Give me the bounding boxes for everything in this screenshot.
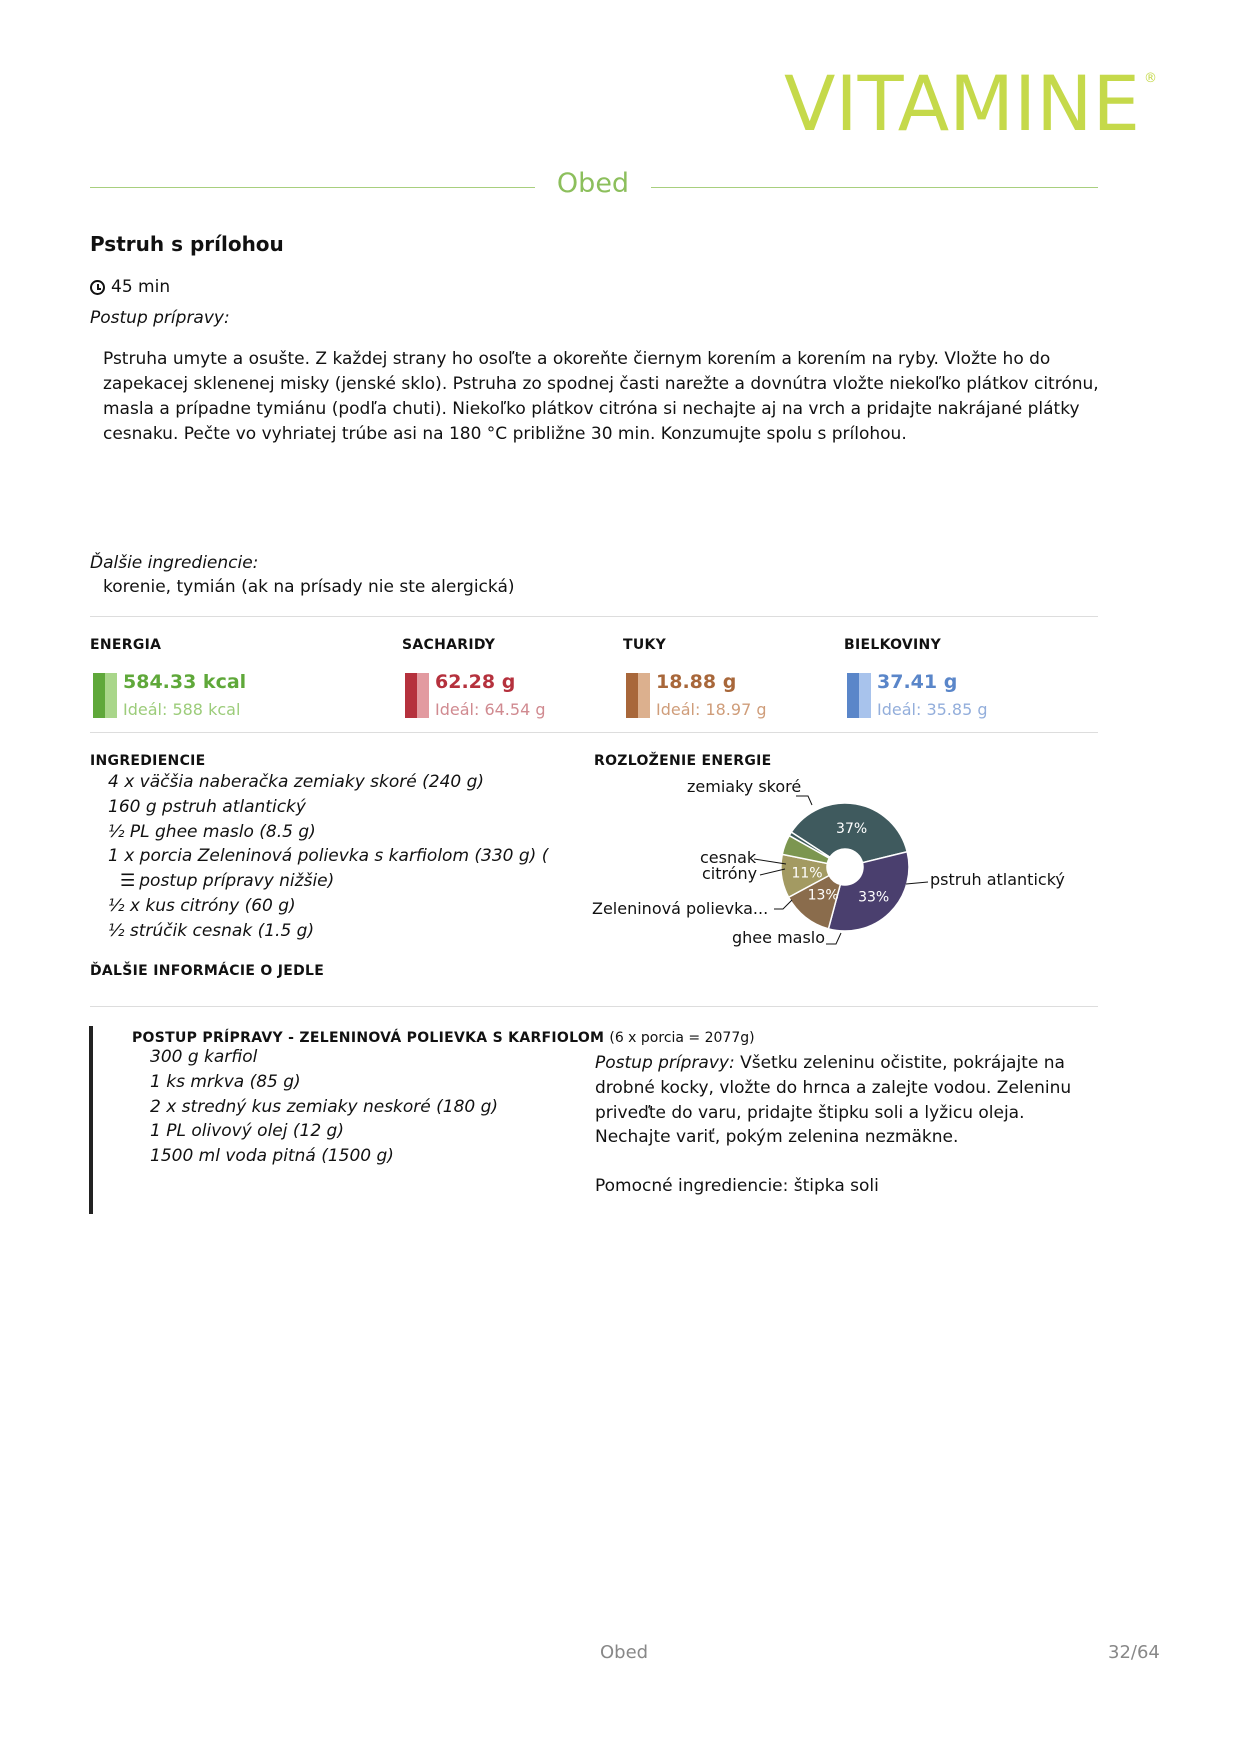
section-divider-right <box>651 187 1098 188</box>
nutrient-ideal: Ideál: 18.97 g <box>656 700 767 719</box>
ingredient-item-text: postup prípravy nižšie) <box>139 871 335 892</box>
registered-mark: ® <box>1144 71 1157 86</box>
clock-icon <box>90 280 105 295</box>
pie-label-cesnak: cesnak <box>700 848 757 867</box>
ingredients-heading: INGREDIENCIE <box>90 753 206 769</box>
pie-slice-label: 11% <box>791 865 823 882</box>
prep-label: Postup prípravy: <box>90 308 230 328</box>
sub-ingredient-item: 2 x stredný kus zemiaky neskoré (180 g) <box>150 1096 499 1117</box>
sub-ingredient-item: 1 PL olivový olej (12 g) <box>150 1121 344 1142</box>
divider <box>90 616 1098 617</box>
page-number: 32/64 <box>1108 1642 1160 1663</box>
brand-logo <box>784 64 1166 144</box>
more-info-heading[interactable]: ĎALŠIE INFORMÁCIE O JEDLE <box>90 963 325 979</box>
ingredient-item: ½ PL ghee maslo (8.5 g) <box>108 821 316 842</box>
divider <box>90 732 1098 733</box>
chart-title: ROZLOŽENIE ENERGIE <box>594 753 772 769</box>
ingredient-item: 1 x porcia Zeleninová polievka s karfiolom (330 g) ( <box>108 846 549 867</box>
pie-label-ghee: ghee maslo <box>732 928 826 947</box>
divider <box>90 1006 1098 1007</box>
footer-section: Obed <box>600 1642 649 1663</box>
pie-slice-label: 13% <box>807 887 839 904</box>
pie-slice-label: 33% <box>858 889 890 906</box>
sub-prep-line: priveďte do varu, pridajte štipku soli a lyžicu oleja. <box>595 1102 1025 1123</box>
sub-ingredient-item: 1 ks mrkva (85 g) <box>150 1071 301 1092</box>
nutrient-label: BIELKOVINY <box>844 637 942 653</box>
nutrient-value: 62.28 g <box>435 671 516 693</box>
sub-recipe-portion: (6 x porcia = 2077g) <box>609 1030 755 1046</box>
nutrient-value: 584.33 kcal <box>123 671 247 693</box>
section-divider-left <box>90 187 535 188</box>
nutrient-label: SACHARIDY <box>402 637 496 653</box>
nutrient-value: 37.41 g <box>877 671 958 693</box>
pie-label-citrony: citróny <box>702 864 758 883</box>
sub-ingredient-item: 1500 ml voda pitná (1500 g) <box>150 1146 394 1167</box>
nutrient-bar <box>93 673 117 718</box>
sub-prep-line: Všetku zeleninu očistite, pokrájajte na <box>740 1053 1065 1073</box>
pie-slice-label: 37% <box>836 820 868 837</box>
sub-prep-label: Postup prípravy: <box>595 1053 735 1073</box>
prep-text: Pstruha umyte a osušte. Z každej strany ho osoľte a okoreňte čiernym korením a korením na ryby. Vložte ho do zapekacej sklenenej misky (jenské sklo). Pstruha zo spodnej časti narežte a dovnútra vložte niekoľko plátkov citrónu, masla a prípadne tymiánu (podľa chuti). Niekoľko plátkov citróna si nechajte aj na vrch a pridajte nakrájané plátky cesnaku. Pečte vo vyhriatej trúbe asi na 180 °C približne 30 min. Konzumujte spolu s prílohou. <box>103 349 1099 444</box>
ingredient-item: 4 x väčšia naberačka zemiaky skoré (240 g) <box>108 772 485 792</box>
extra-ingredients-label: Ďalšie ingrediencie: <box>90 553 259 573</box>
recipe-title: Pstruh s prílohou <box>90 232 284 256</box>
pie-label-polievka: Zeleninová polievka... <box>592 899 769 918</box>
sub-helper-ingredients: Pomocné ingrediencie: štipka soli <box>595 1176 879 1197</box>
nutrient-label: TUKY <box>623 637 667 653</box>
ingredients-list <box>108 770 548 944</box>
pie-label-zemiaky: zemiaky skoré <box>687 777 802 796</box>
nutrient-ideal: Ideál: 35.85 g <box>877 700 988 719</box>
extra-ingredients-text: korenie, tymián (ak na prísady nie ste alergická) <box>103 577 515 597</box>
brand-logo-text: VITAMINE <box>784 64 1140 144</box>
ingredient-item: ½ strúčik cesnak (1.5 g) <box>108 920 315 941</box>
pie-label-pstruh: pstruh atlantický <box>930 870 1065 889</box>
sub-recipe-header <box>132 1027 755 1046</box>
section-title: Obed <box>556 168 630 199</box>
ingredient-item: ½ x kus citróny (60 g) <box>108 895 296 916</box>
energy-pie-chart <box>760 790 920 950</box>
sub-prep-line: Nechajte variť, pokým zelenina nezmäkne. <box>595 1127 959 1148</box>
nutrient-ideal: Ideál: 588 kcal <box>123 700 241 719</box>
nutrient-bar <box>847 673 871 718</box>
nutrient-bar <box>405 673 429 718</box>
prep-time <box>90 277 170 297</box>
list-icon[interactable]: ☰ <box>120 871 136 892</box>
nutrient-label: ENERGIA <box>90 637 162 653</box>
sub-recipe-prep <box>595 1051 1071 1199</box>
sub-prep-line: drobné kocky, vložte do hrnca a zalejte vodou. Zeleninu <box>595 1077 1072 1098</box>
sub-recipe-marker <box>89 1026 93 1214</box>
nutrient-ideal: Ideál: 64.54 g <box>435 700 546 719</box>
nutrient-bar <box>626 673 650 718</box>
prep-time-value: 45 min <box>111 277 171 297</box>
sub-recipe-title: POSTUP PRÍPRAVY - ZELENINOVÁ POLIEVKA S KARFIOLOM <box>132 1030 605 1046</box>
sub-recipe-ingredients <box>150 1045 498 1169</box>
nutrient-value: 18.88 g <box>656 671 737 693</box>
ingredient-item: 160 g pstruh atlantický <box>108 796 306 817</box>
ingredient-item <box>108 869 548 894</box>
sub-ingredient-item: 300 g karfiol <box>150 1047 258 1067</box>
